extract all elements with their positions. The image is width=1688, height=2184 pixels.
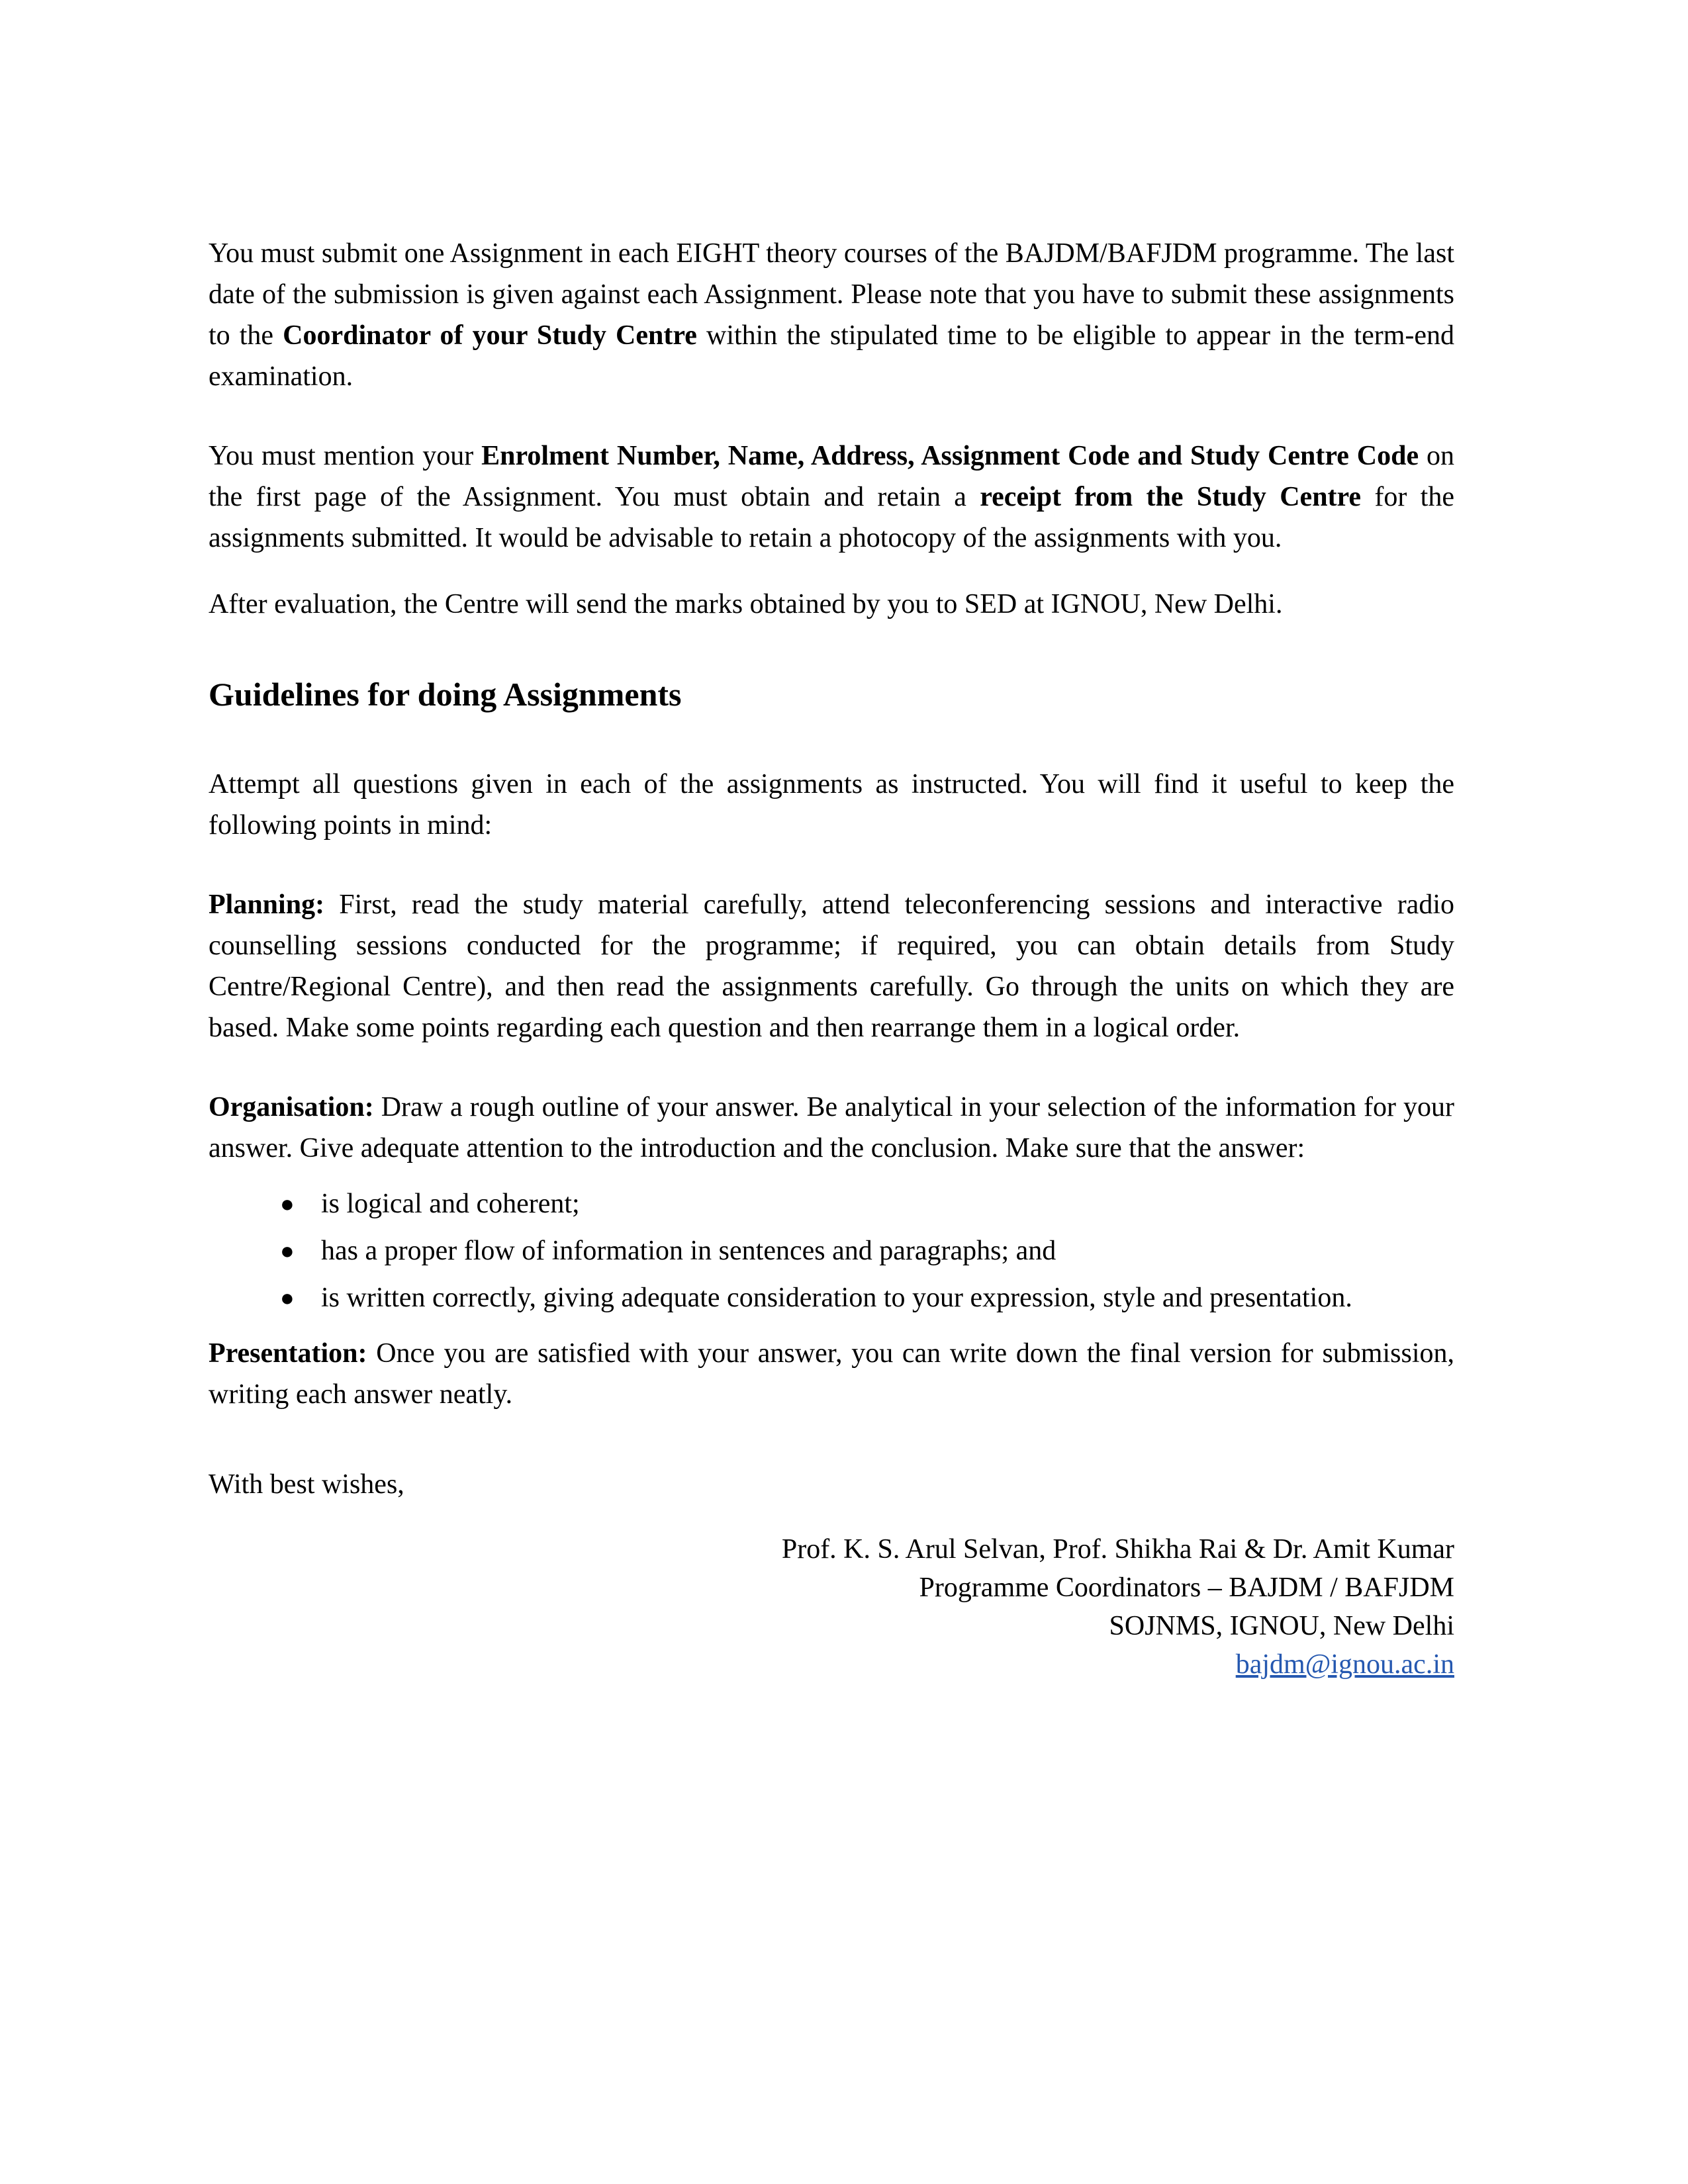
bullet-dot-icon: ● [280,1191,295,1217]
list-item-label: is written correctly, giving adequate consideration to your expression, style and presentation. [321,1283,1352,1313]
paragraph-enrolment-part2: on the first page of the Assignment. You must obtain and retain a [209,441,1455,512]
paragraph-enrolment [209,435,1454,559]
signature-names: Prof. K. S. Arul Selvan, Prof. Shikha Rai & Dr. Amit Kumar [781,1534,1454,1565]
paragraph-presentation [209,1333,1454,1415]
paragraph-evaluation: After evaluation, the Centre will send the marks obtained by you to SED at IGNOU, New Delhi. [209,589,1283,619]
list-item-label: has a proper flow of information in sentences and paragraphs; and [321,1236,1056,1266]
section-heading-guidelines: Guidelines for doing Assignments [209,676,682,713]
spacer [209,397,1454,435]
signature-role: Programme Coordinators – BAJDM / BAFJDM [919,1572,1454,1603]
signature-block [209,1530,1454,1684]
list-item-label: is logical and coherent; [321,1189,580,1219]
paragraph-submission [209,233,1454,397]
list-item [209,1277,1454,1318]
spacer [209,625,1454,674]
list-item [209,1183,1454,1224]
spacer [209,715,1454,764]
paragraph-submission-part1: You must submit one Assignment in each EIGHT theory courses of the BAJDM/BAFJDM programme. The last date of the submission is given against each Assignment. Please note that you have to submit these assignments to the [209,238,1454,351]
planning-label: Planning: [209,889,325,920]
paragraph-submission-bold-coordinator: Coordinator of your Study Centre [283,320,697,351]
paragraph-attempt: Attempt all questions given in each of the assignments as instructed. You will find it useful to keep the following points in mind: [209,769,1454,841]
spacer [209,1048,1454,1087]
list-item [209,1230,1454,1271]
paragraph-enrolment-part3: for the assignments submitted. It would be advisable to retain a photocopy of the assignments with you. [209,482,1454,553]
spacer [209,559,1454,584]
presentation-label: Presentation: [209,1338,367,1369]
spacer [209,846,1454,884]
spacer [209,1505,1454,1530]
closing-line: With best wishes, [209,1469,404,1500]
paragraph-enrolment-bold-receipt: receipt from the Study Centre [980,482,1362,512]
paragraph-submission-part2: within the stipulated time to be eligible to appear in the term-end examination. [209,320,1455,392]
answer-criteria-list [209,1183,1454,1318]
paragraph-enrolment-bold-details: Enrolment Number, Name, Address, Assignment Code and Study Centre Code [481,441,1419,471]
presentation-text: Once you are satisfied with your answer, you can write down the final version for submission, writing each answer neatly. [209,1338,1454,1410]
document-body [209,184,1454,1684]
paragraph-organisation [209,1087,1454,1169]
spacer [209,184,1454,233]
bullet-dot-icon: ● [280,1238,295,1264]
spacer [209,1318,1454,1333]
signature-email-line [209,1645,1454,1684]
bullet-dot-icon: ● [280,1285,295,1311]
signature-affiliation: SOJNMS, IGNOU, New Delhi [1109,1611,1454,1641]
organisation-text: Draw a rough outline of your answer. Be analytical in your selection of the information for your answer. Give adequate attention to the introduction and the conclusion. Make sure that the answer: [209,1092,1454,1163]
organisation-label: Organisation: [209,1092,374,1122]
spacer [209,1415,1454,1464]
spacer [209,1169,1454,1183]
paragraph-planning [209,884,1454,1048]
planning-text: First, read the study material carefully, attend teleconferencing sessions and interactive radio counselling sessions conducted for the programme; if required, you can obtain details from Study Centre/Regional Centre), and then read the assignments carefully. Go through the units on which they are based. Make some points regarding each question and then rearrange them in a logical order. [209,889,1454,1043]
email-link[interactable]: bajdm@ignou.ac.in [1235,1649,1454,1680]
paragraph-enrolment-part1: You must mention your [209,441,482,471]
